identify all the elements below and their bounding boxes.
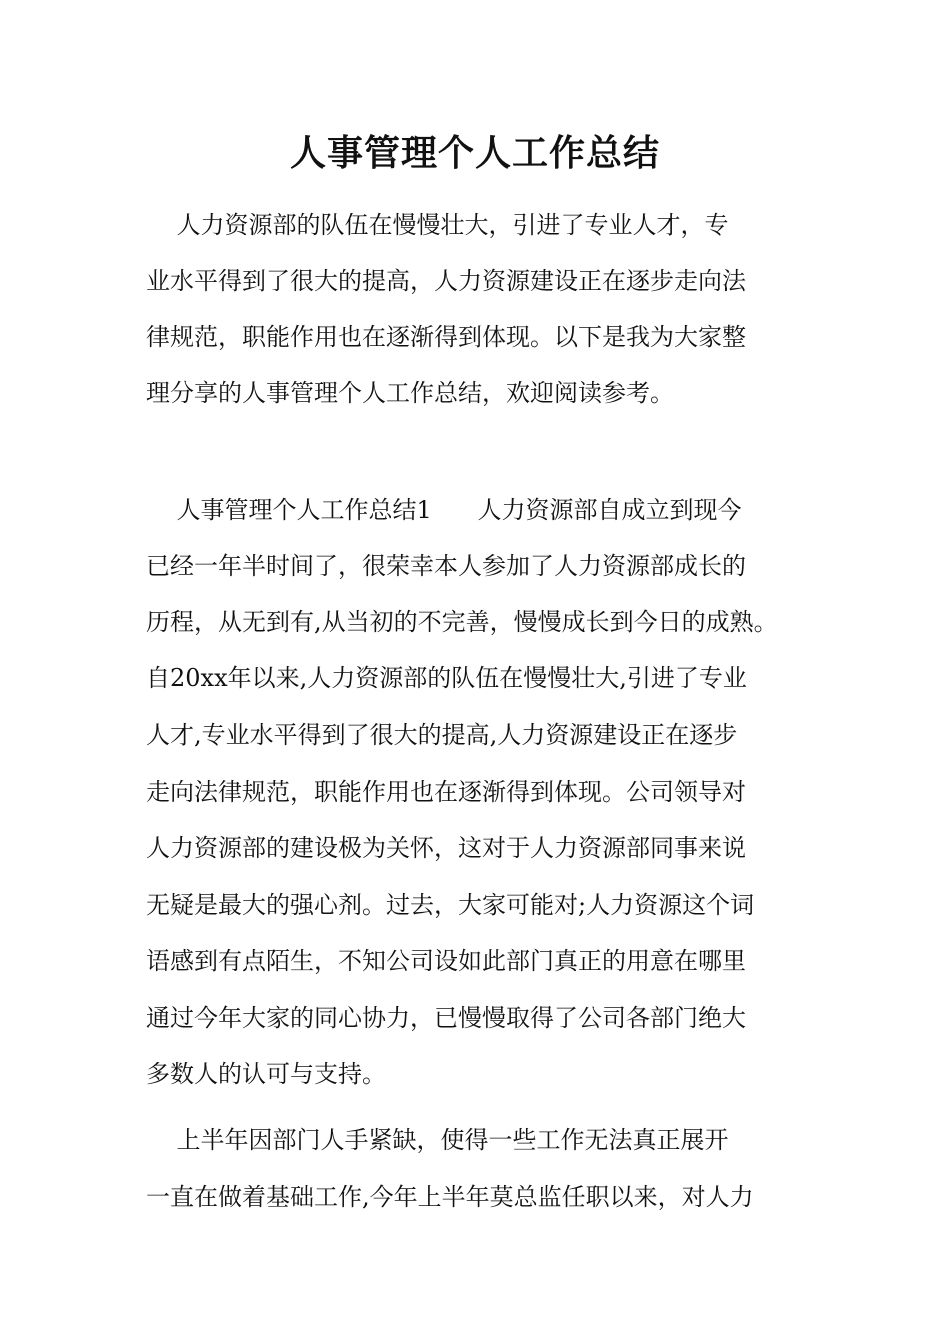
section1-line: 走向法律规范，职能作用也在逐渐得到体现。公司领导对: [146, 778, 746, 806]
intro-line: 理分享的人事管理个人工作总结，欢迎阅读参考。: [146, 379, 674, 407]
intro-line: 人力资源部的队伍在慢慢壮大，引进了专业人才，专: [146, 211, 729, 239]
section2-line: 上半年因部门人手紧缺，使得一些工作无法真正展开: [146, 1126, 729, 1154]
section1-line: 多数人的认可与支持。: [146, 1060, 386, 1088]
section1-line: 自20xx年以来,人力资源部的队伍在慢慢壮大,引进了专业: [146, 664, 747, 692]
section2-line: 一直在做着基础工作,今年上半年莫总监任职以来，对人力: [146, 1183, 754, 1211]
intro-line: 业水平得到了很大的提高，人力资源建设正在逐步走向法: [146, 267, 746, 295]
section1-line: 人才,专业水平得到了很大的提高,人力资源建设正在逐步: [146, 721, 738, 749]
section1-line: 已经一年半时间了，很荣幸本人参加了人力资源部成长的: [146, 552, 746, 580]
section1-line: 人力资源部的建设极为关怀，这对于人力资源部同事来说: [146, 834, 746, 862]
section1-line: 语感到有点陌生，不知公司设如此部门真正的用意在哪里: [146, 947, 746, 975]
section1-line: 历程，从无到有,从当初的不完善，慢慢成长到今日的成熟。: [146, 608, 778, 636]
document-title: 人事管理个人工作总结: [289, 132, 660, 174]
section1-line: 通过今年大家的同心协力，已慢慢取得了公司各部门绝大: [146, 1004, 746, 1032]
section1-line: 无疑是最大的强心剂。过去，大家可能对;人力资源这个词: [146, 891, 755, 919]
intro-line: 律规范，职能作用也在逐渐得到体现。以下是我为大家整: [146, 323, 746, 351]
section1-line: 人事管理个人工作总结1 人力资源部自成立到现今: [146, 496, 742, 524]
